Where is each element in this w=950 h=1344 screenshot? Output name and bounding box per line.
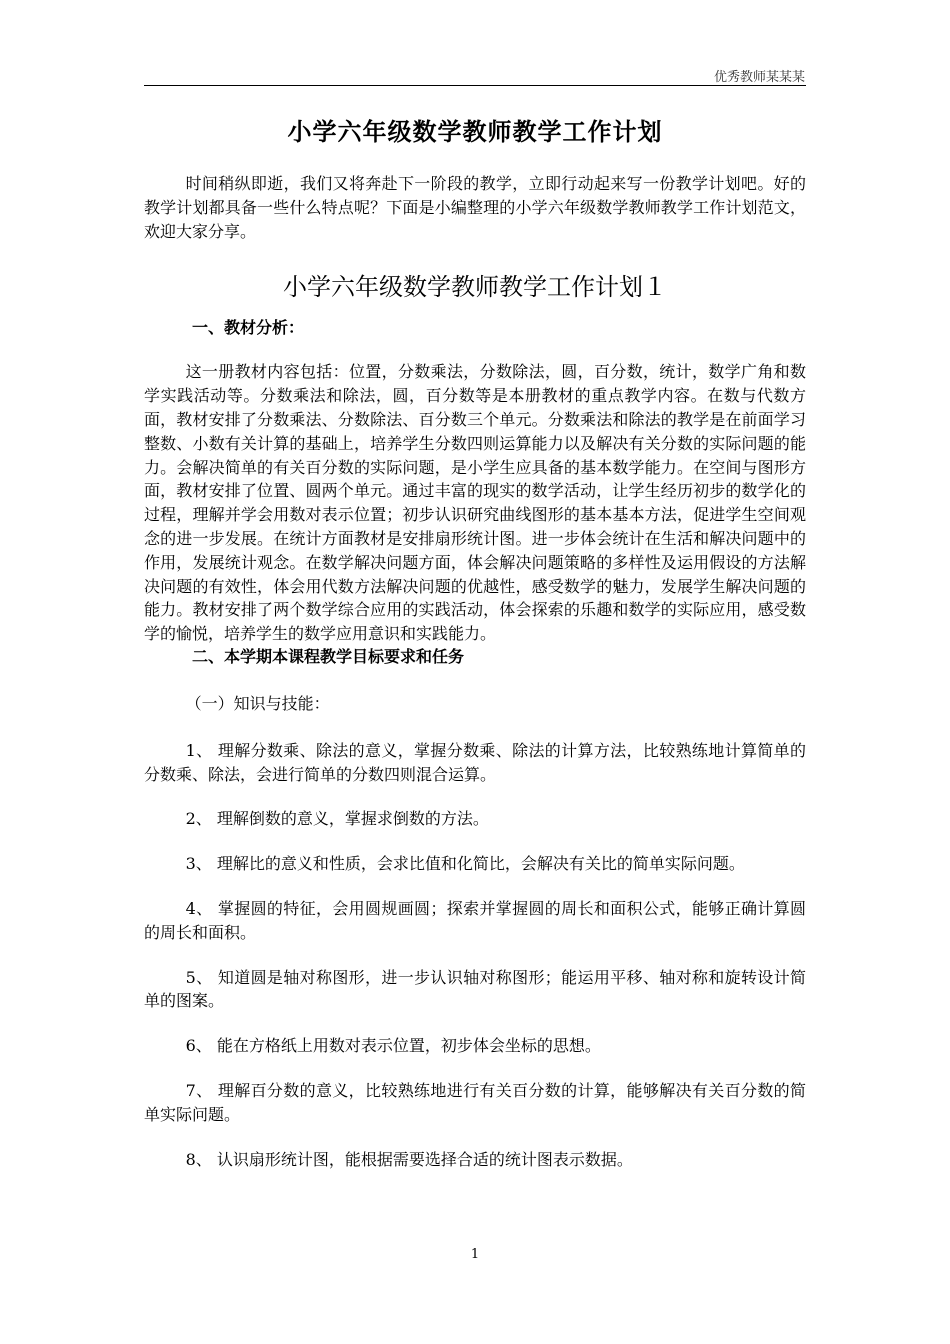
list-item: 4、 掌握圆的特征，会用圆规画圆；探索并掌握圆的周长和面积公式，能够正确计算圆的周长和面积。 [144, 898, 806, 942]
intro-paragraph: 时间稍纵即逝，我们又将奔赴下一阶段的教学，立即行动起来写一份教学计划吧。好的教学计划都具备一些什么特点呢？下面是小编整理的小学六年级数学教师教学工作计划范文，欢迎大家分享。 [144, 174, 806, 241]
page-header-text: 优秀教师某某某 [713, 70, 805, 85]
document-body [144, 112, 806, 1171]
list-item: 5、 知道圆是轴对称图形，进一步认识轴对称图形；能运用平移、轴对称和旋转设计简单的图案。 [144, 967, 806, 1011]
list-item: 3、 理解比的意义和性质，会求比值和化简比，会解决有关比的简单实际问题。 [185, 854, 745, 874]
heading-teaching-goals: 二、本学期本课程教学目标要求和任务 [192, 646, 465, 666]
materials-analysis-paragraph: 这一册教材内容包括：位置，分数乘法，分数除法，圆，百分数，统计，数学广角和数学实践活动等。分数乘法和除法，圆，百分数等是本册教材的重点教学内容。在数与代数方面，教材安排了分数乘法、分数除法、百分数三个单元。分数乘法和除法的教学是在前面学习整数、小数有关计算的基础上，培养学生分数四则运算能力以及解决有关分数的实际问题的能力。会解决简单的有关百分数的实际问题，是小学生应具备的基本数学能力。在空间与图形方面，教材安排了位置、圆两个单元。通过丰富的现实的数学活动，让学生经历初步的数学化的过程，理解并学会用数对表示位置；初步认识研究曲线图形的基本基本方法，促进学生空间观念的进一步发展。在统计方面教材是安排扇形统计图。进一步体会统计在生活和解决问题中的作用，发展统计观念。在数学解决问题方面，体会解决问题策略的多样性及运用假设的方法解决问题的有效性，体会用代数方法解决问题的优越性，感受数学的魅力，发展学生解决问题的能力。教材安排了两个数学综合应用的实践活动，体会探索的乐趣和数学的实际应用，感受数学的愉悦，培养学生的数学应用意识和实践能力。 [144, 362, 806, 644]
subheading-knowledge-skills: （一）知识与技能： [185, 693, 330, 713]
list-item: 2、 理解倒数的意义，掌握求倒数的方法。 [185, 809, 489, 829]
list-item: 6、 能在方格纸上用数对表示位置，初步体会坐标的思想。 [185, 1036, 601, 1056]
page-number: 1 [470, 1247, 480, 1262]
header-divider [144, 85, 806, 86]
heading-materials-analysis: 一、教材分析： [192, 318, 305, 338]
list-item: 1、 理解分数乘、除法的意义，掌握分数乘、除法的计算方法，比较熟练地计算简单的分数乘、除法，会进行简单的分数四则混合运算。 [144, 740, 806, 784]
list-item: 7、 理解百分数的意义，比较熟练地进行有关百分数的计算，能够解决有关百分数的简单实际问题。 [144, 1080, 806, 1124]
document-title: 小学六年级数学教师教学工作计划 [287, 118, 663, 146]
list-item: 8、 认识扇形统计图，能根据需要选择合适的统计图表示数据。 [185, 1149, 633, 1169]
section-title: 小学六年级数学教师教学工作计划１ [283, 273, 667, 302]
